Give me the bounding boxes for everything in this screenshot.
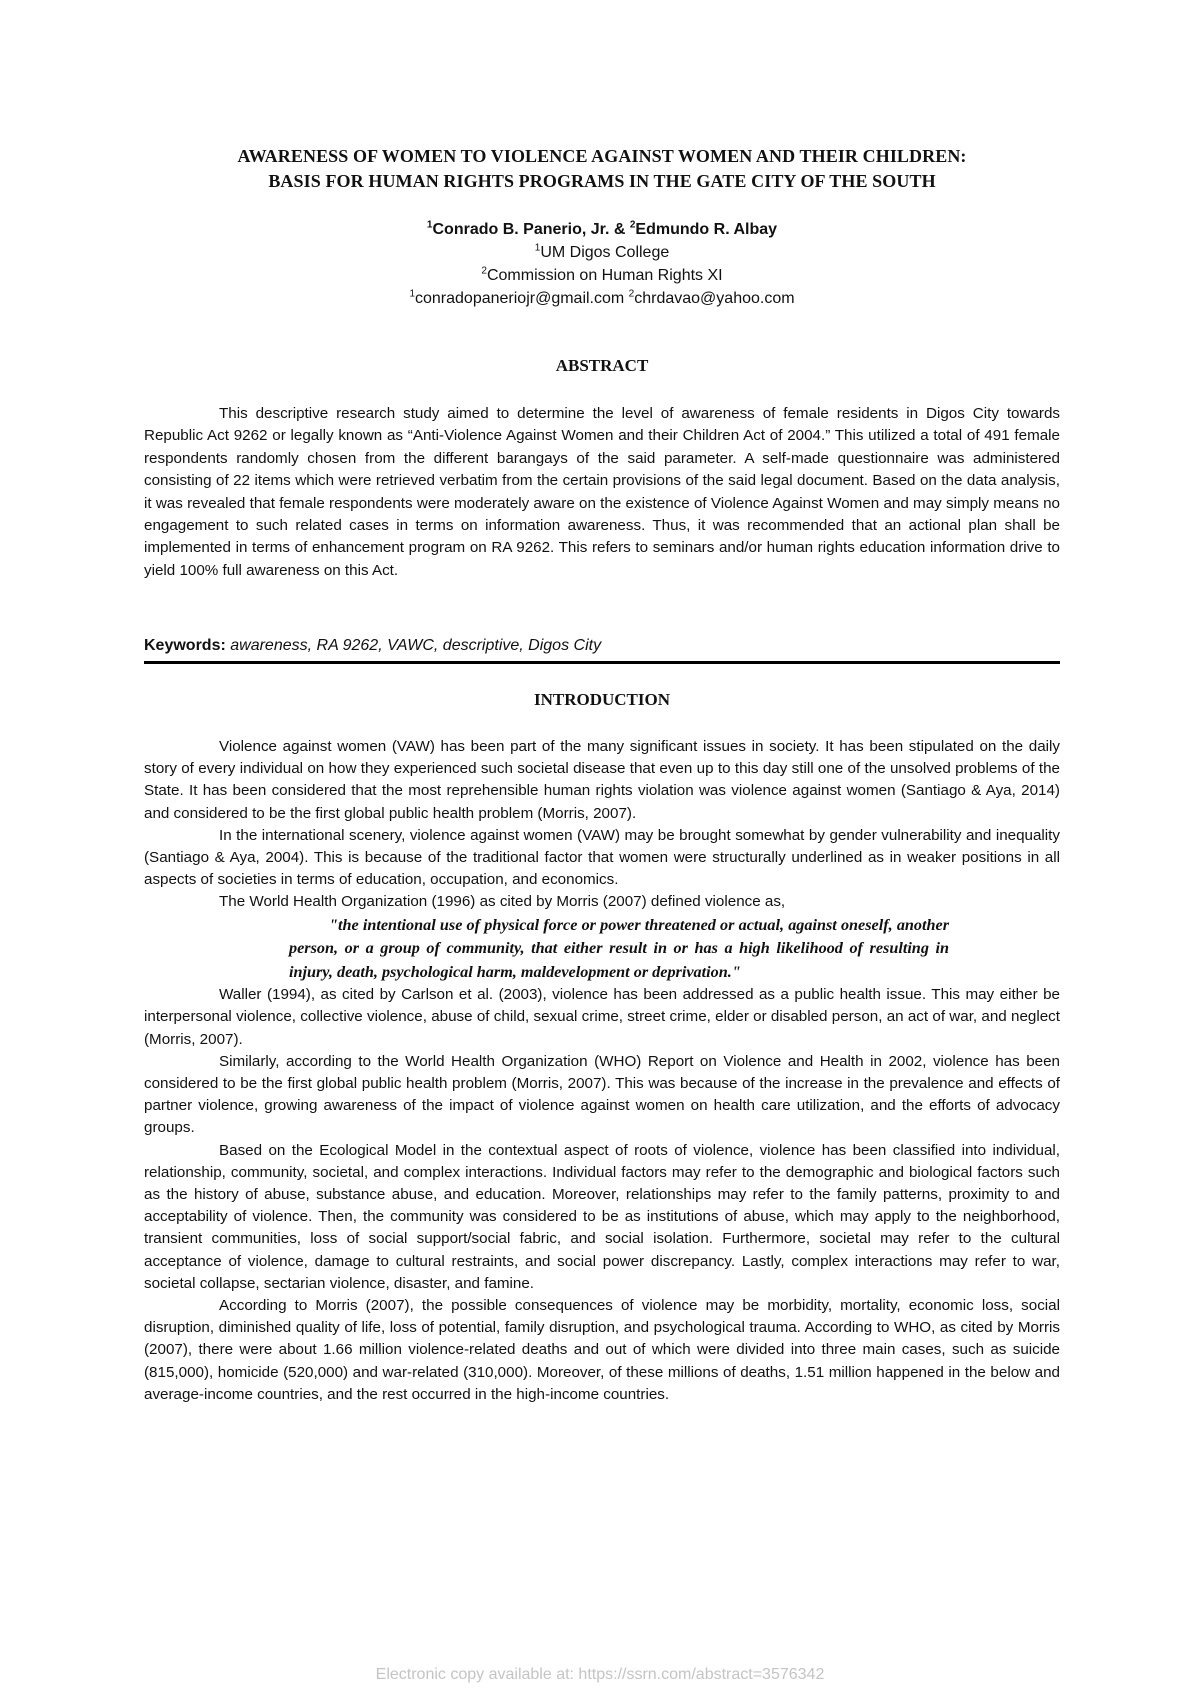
keywords-line [144,637,1060,655]
author-1: Conrado B. Panerio, Jr. & [432,221,630,238]
author1-sup: 1 [426,219,433,231]
paper-title [144,144,1060,194]
ssrn-footer-watermark: Electronic copy available at: https://ssrn.com/abstract=3576342 [375,1666,825,1683]
section-divider [144,661,1060,664]
email-1: conradopaneriojr@gmail.com [415,290,629,307]
author-2: Edmundo R. Albay [635,221,778,238]
keywords-values: awareness, RA 9262, VAWC, descriptive, Digos City [230,637,602,654]
intro-paragraph-6: Based on the Ecological Model in the contextual aspect of roots of violence, violence has been classified into individual, relationship, community, societal, and complex interactions. Individual factors may refer to the demographic and biological factors such as the history of abuse, substance abuse, and education. Moreover, relationships may refer to the family patterns, proximity to and acceptability of violence. Then, the community was considered to be as institutions of abuse, which may apply to the neighborhood, transient communities, loss of social support/social fabric, and social isolation. Furthermore, societal may refer to the cultural acceptance of violence, damage to cultural restraints, and social power discrepancy. Lastly, complex interactions may refer to war, societal collapse, sectarian violence, disaster, and famine. [144,1141,1060,1292]
author-block [144,218,1060,310]
who-definition-quote: "the intentional use of physical force or power threatened or actual, against oneself, another person, or a group of community, that either result in or has a high likelihood of resulting in injury, death, psychological harm, maldevelopment or deprivation." [289,915,949,981]
intro-paragraph-1: Violence against women (VAW) has been part of the many significant issues in society. It has been stipulated on the daily story of every individual on how they experienced such societal disease that even up to this day still one of the unsolved problems of the State. It has been considered that the most reprehensible human rights violation was violence against women (Santiago & Aya, 2014) and considered to be the first global public health problem (Morris, 2007). [144,738,1060,822]
email-line [144,287,1060,310]
keywords-label: Keywords: [144,637,231,654]
email1-sup: 1 [409,288,415,300]
affiliation2-sup: 2 [481,265,487,277]
author2-sup: 2 [629,219,636,231]
affiliation1-sup: 1 [534,242,541,254]
abstract-text: This descriptive research study aimed to determine the level of awareness of female residents in Digos City towards Republic Act 9262 or legally known as “Anti-Violence Against Women and their Children Act of 2004.” This utilized a total of 491 female respondents randomly chosen from the different barangays of the said parameter. A self-made questionnaire was administered consisting of 22 items which were retrieved verbatim from the certain provisions of the said legal document. Based on the data analysis, it was revealed that female respondents were moderately aware on the existence of Violence Against Women and may simply means no engagement to such related cases in terms on information awareness. Thus, it was recommended that an actional plan shall be implemented in terms of enhancement program on RA 9262. This refers to seminars and/or human rights education information drive to yield 100% full awareness on this Act. [144,405,1060,579]
intro-paragraph-7: According to Morris (2007), the possible consequences of violence may be morbidity, mortality, economic loss, social disruption, diminished quality of life, loss of potential, family disruption, and psychological trauma. According to WHO, as cited by Morris (2007), there were about 1.66 million violence-related deaths and out of which were divided into three main cases, such as suicide (815,000), homicide (520,000) and war-related (310,000). Moreover, of these millions of deaths, 1.51 million happened in the below and average-income countries, and the rest occurred in the high-income countries. [144,1296,1060,1403]
email2-sup: 2 [628,288,635,300]
affiliation-2: Commission on Human Rights XI [486,267,723,284]
intro-paragraph-2: In the international scenery, violence against women (VAW) may be brought somewhat by gender vulnerability and inequality (Santiago & Aya, 2004). This is because of the traditional factor that women were structurally underlined as in weaker positions in all aspects of societies in terms of education, occupation, and economics. [144,826,1060,889]
affiliation-1: UM Digos College [540,244,670,261]
intro-paragraph-5: Similarly, according to the World Health Organization (WHO) Report on Violence and Health in 2002, violence has been considered to be the first global public health problem (Morris, 2007). This was because of the increase in the prevalence and effects of partner violence, growing awareness of the impact of violence against women on health care utilization, and the efforts of advocacy groups. [144,1052,1060,1137]
title-line-2: BASIS FOR HUMAN RIGHTS PROGRAMS IN THE GATE CITY OF THE SOUTH [268,171,936,191]
intro-paragraph-4: Waller (1994), as cited by Carlson et al. (2003), violence has been addressed as a public health issue. This may either be interpersonal violence, collective violence, abuse of child, sexual crime, street crime, elder or disabled person, an act of war, and neglect (Morris, 2007). [144,986,1060,1048]
introduction-heading: INTRODUCTION [533,690,671,709]
email-2: chrdavao@yahoo.com [634,290,795,307]
title-line-1: AWARENESS OF WOMEN TO VIOLENCE AGAINST WOMEN AND THEIR CHILDREN: [237,146,967,166]
intro-paragraph-3: The World Health Organization (1996) as cited by Morris (2007) defined violence as, [219,893,786,911]
introduction-body [144,736,1060,1406]
author-names [144,218,1060,241]
affiliation-2-line [144,264,1060,287]
affiliation-1-line [144,241,1060,264]
abstract-heading: ABSTRACT [555,356,649,375]
